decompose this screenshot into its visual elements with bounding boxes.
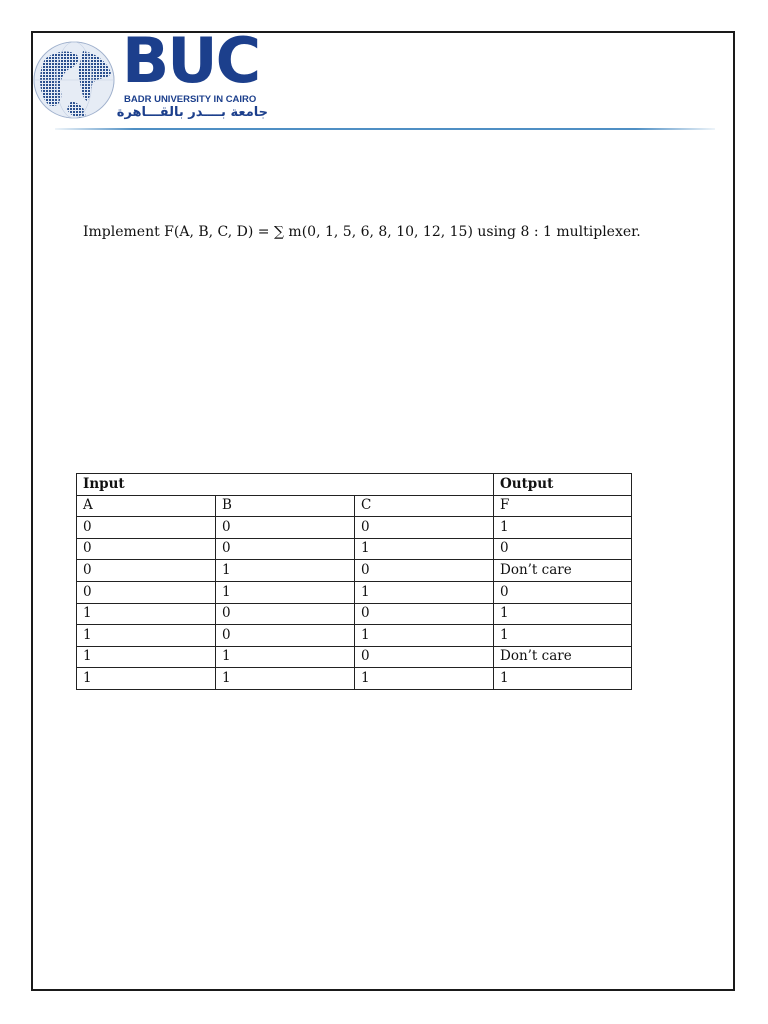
table-cell: 0 (355, 603, 494, 625)
table-column-header-row (77, 495, 632, 517)
table-cell: 0 (77, 581, 216, 603)
table-cell: 1 (355, 668, 494, 690)
output-group-header: Output (494, 474, 632, 496)
question-text: Implement F(A, B, C, D) = ∑ m(0, 1, 5, 6, 8, 10, 12, 15) using 8 : 1 multiplexer. (83, 224, 641, 240)
university-logo (31, 24, 271, 124)
table-cell: 1 (216, 668, 355, 690)
table-cell: 1 (77, 668, 216, 690)
table-row (77, 517, 632, 539)
table-row (77, 560, 632, 582)
column-header-a: A (77, 495, 216, 517)
table-cell: 0 (355, 646, 494, 668)
table-cell: 1 (494, 603, 632, 625)
table-row (77, 646, 632, 668)
table-cell: 1 (77, 646, 216, 668)
table-row (77, 581, 632, 603)
table-cell: 1 (494, 517, 632, 539)
table-cell: 1 (494, 625, 632, 647)
table-cell: 0 (216, 625, 355, 647)
table-cell: 1 (494, 668, 632, 690)
table-row (77, 625, 632, 647)
table-cell: 1 (216, 560, 355, 582)
logo-subtitle-english: BADR UNIVERSITY IN CAIRO (124, 94, 257, 105)
column-header-b: B (216, 495, 355, 517)
table-cell: 1 (355, 538, 494, 560)
logo-subtitle-arabic: جامعة بــــدر بالقـــاهرة (116, 105, 268, 120)
table-cell: 0 (216, 603, 355, 625)
table-row (77, 668, 632, 690)
table-cell: 0 (216, 538, 355, 560)
table-cell: 1 (77, 625, 216, 647)
input-group-header: Input (77, 474, 494, 496)
table-cell: 0 (494, 538, 632, 560)
table-cell: Don’t care (494, 646, 632, 668)
table-group-header-row (77, 474, 632, 496)
table-cell: 0 (355, 517, 494, 539)
table-row (77, 603, 632, 625)
table-cell: 1 (216, 646, 355, 668)
header-divider (55, 128, 715, 130)
table-cell: 0 (77, 538, 216, 560)
table-cell: 1 (355, 581, 494, 603)
truth-table (76, 473, 632, 690)
table-cell: 0 (355, 560, 494, 582)
table-cell: 1 (77, 603, 216, 625)
logo-wordmark: BUC (122, 24, 260, 97)
column-header-c: C (355, 495, 494, 517)
globe-icon (31, 39, 117, 121)
table-cell: 0 (494, 581, 632, 603)
table-cell: 0 (77, 560, 216, 582)
table-cell: 1 (355, 625, 494, 647)
table-cell: Don’t care (494, 560, 632, 582)
table-cell: 0 (216, 517, 355, 539)
table-row (77, 538, 632, 560)
table-cell: 1 (216, 581, 355, 603)
column-header-f: F (494, 495, 632, 517)
table-cell: 0 (77, 517, 216, 539)
